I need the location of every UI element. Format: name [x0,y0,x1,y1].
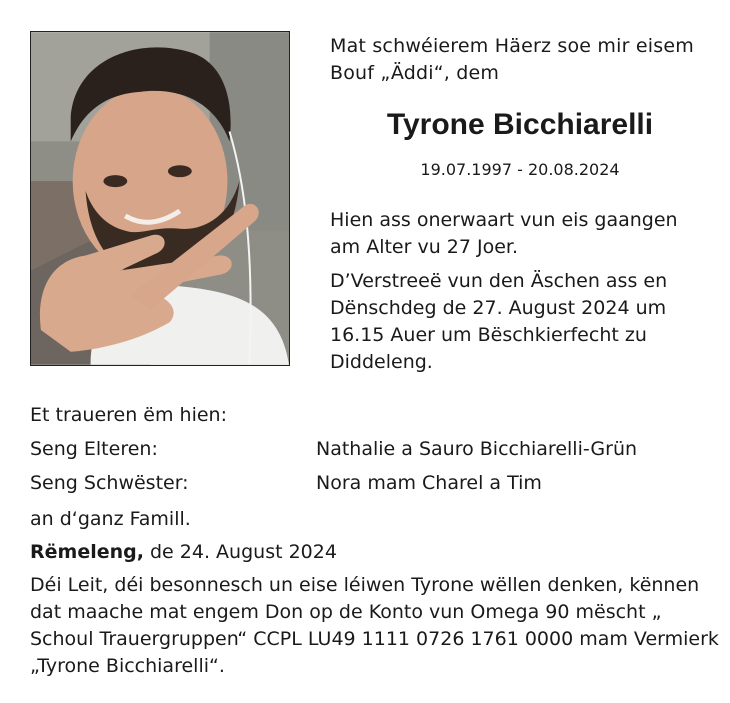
donation-paragraph: Déi Leit, déi besonnesch un eise léiwen Tyrone wëllen denken, kënnen dat maache mat engem Don op de Konto vun Omega 90 mëscht „ Schoul Trauergruppen“ CCPL LU49 1111 0726 1761 0000 mam Vermierk „Tyrone Bicchiarelli“. [30,574,719,677]
intro-text: Mat schwéierem Häerz soe mir eisem Bouf „Äddi“, dem [330,35,694,84]
life-dates: 19.07.1997 - 20.08.2024 [420,160,620,179]
portrait-illustration [31,32,289,365]
mourners-others: an d‘ganz Famill. [30,508,191,530]
mourner-label: Seng Elteren: [30,438,158,460]
ceremony-paragraph: D’Verstreeë vun den Äschen ass en Dënschdeg de 27. August 2024 um 16.15 Auer um Bëschkierfecht zu Diddeleng. [330,270,668,373]
mourner-value: Nora mam Charel a Tim [316,472,542,494]
place-date [30,539,720,565]
mourner-value: Nathalie a Sauro Bicchiarelli-Grün [316,438,638,460]
mourner-label: Seng Schwëster: [30,472,189,494]
mourners-title: Et traueren ëm hien: [30,404,227,426]
death-paragraph: Hien ass onerwaart vun eis gaangen am Alter vu 27 Joer. [330,209,678,258]
portrait-photo [30,31,290,366]
place-name: Rëmeleng, [30,541,144,563]
notice-date: de 24. August 2024 [150,541,337,563]
deceased-name: Tyrone Bicchiarelli [386,108,654,141]
